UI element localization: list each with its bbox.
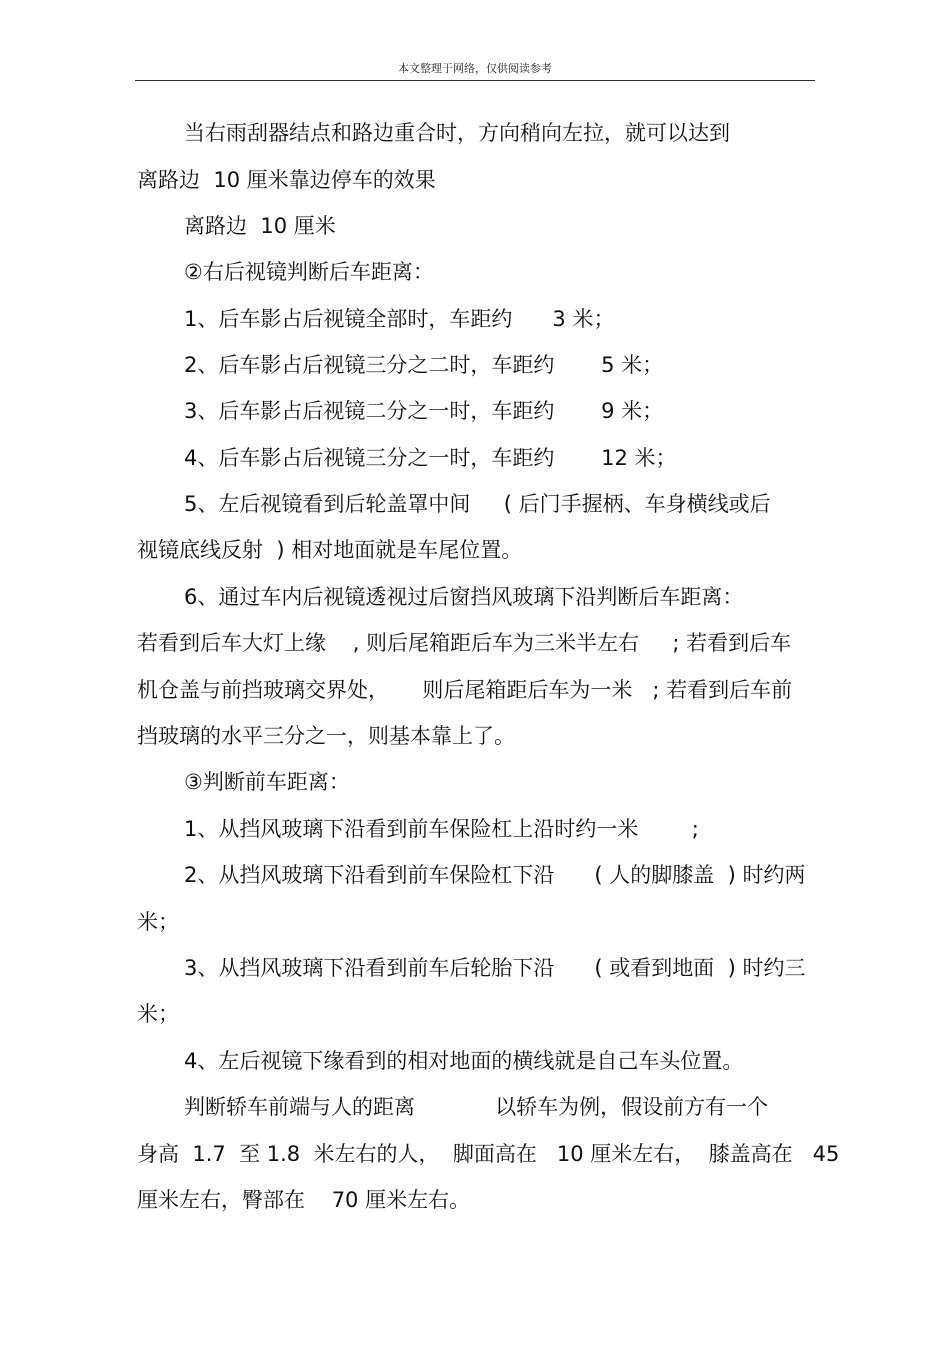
paragraph-line: 判断轿车前端与人的距离 以轿车为例，假设前方有一个 bbox=[184, 1095, 769, 1119]
list-item: 4、左后视镜下缘看到的相对地面的横线就是自己车头位置。 bbox=[184, 1049, 744, 1073]
paragraph-line: 厘米左右，臀部在 70 厘米左右。 bbox=[137, 1188, 471, 1212]
paragraph-line: 离路边 10 厘米 bbox=[184, 214, 336, 238]
paragraph-line: 挡玻璃的水平三分之一，则基本靠上了。 bbox=[137, 724, 515, 748]
list-item: 3、从挡风玻璃下沿看到前车后轮胎下沿 ( 或看到地面 ) 时约三 bbox=[184, 956, 806, 980]
paragraph-line: 机仓盖与前挡玻璃交界处， 则后尾箱距后车为一米 ; 若看到后车前 bbox=[137, 678, 793, 702]
section-heading: ②右后视镜判断后车距离： bbox=[184, 260, 434, 284]
list-item: 6、通过车内后视镜透视过后窗挡风玻璃下沿判断后车距离： bbox=[184, 585, 744, 609]
section-heading: ③判断前车距离： bbox=[184, 770, 350, 794]
paragraph-line: 身高 1.7 至 1.8 米左右的人， 脚面高在 10 厘米左右， 膝盖高在 45 bbox=[137, 1142, 840, 1166]
list-item: 2、后车影占后视镜三分之二时，车距约 5 米； bbox=[184, 353, 664, 377]
list-item: 3、后车影占后视镜二分之一时，车距约 9 米； bbox=[184, 399, 664, 423]
paragraph-line: 离路边 10 厘米靠边停车的效果 bbox=[137, 168, 436, 192]
paragraph-line: 当右雨刮器结点和路边重合时，方向稍向左拉，就可以达到 bbox=[184, 121, 730, 145]
list-item-continuation: 米； bbox=[137, 1002, 179, 1026]
list-item: 2、从挡风玻璃下沿看到前车保险杠下沿 ( 人的脚膝盖 ) 时约两 bbox=[184, 863, 806, 887]
paragraph-line: 若看到后车大灯上缘 , 则后尾箱距后车为三米半左右 ; 若看到后车 bbox=[137, 631, 792, 655]
header-divider bbox=[135, 80, 815, 81]
list-item-continuation: 视镜底线反射 ) 相对地面就是车尾位置。 bbox=[137, 538, 523, 562]
list-item: 1、后车影占后视镜全部时，车距约 3 米； bbox=[184, 307, 615, 331]
list-item: 1、从挡风玻璃下沿看到前车保险杠上沿时约一米 ; bbox=[184, 817, 699, 841]
list-item: 4、后车影占后视镜三分之一时，车距约 12 米； bbox=[184, 446, 677, 470]
list-item-continuation: 米； bbox=[137, 910, 179, 934]
page-header: 本文整理于网络，仅供阅读参考 bbox=[398, 62, 552, 75]
list-item: 5、左后视镜看到后轮盖罩中间 ( 后门手握柄、车身横线或后 bbox=[184, 492, 771, 516]
